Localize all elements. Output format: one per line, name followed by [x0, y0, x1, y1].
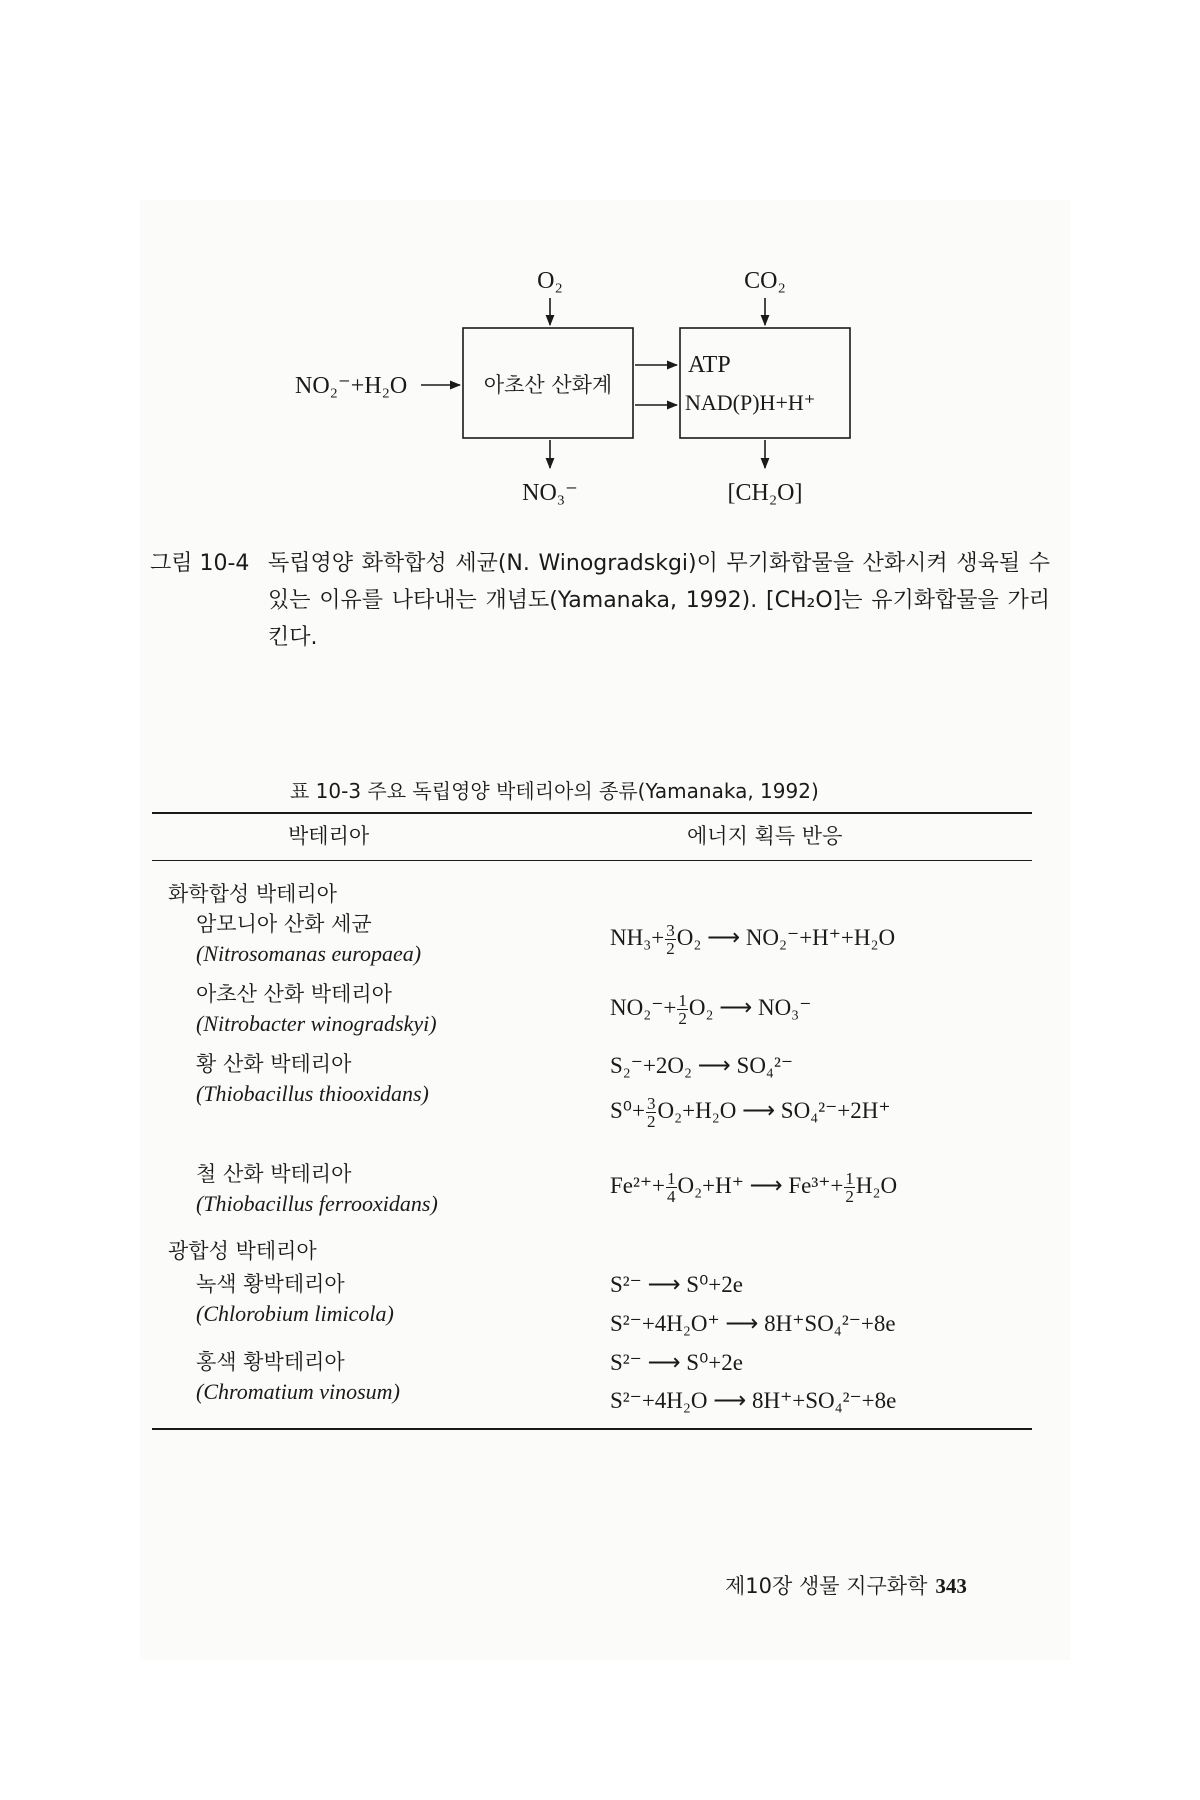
reaction-equation: S⁰+ $\frac{3}{2}$ O₂+H₂O ⟶ SO₄²⁻+2H⁺ [610, 1094, 891, 1131]
fraction: $\frac{3}{2}$ [666, 921, 675, 958]
organism-name: 황 산화 박테리아 [196, 1052, 352, 1076]
output1-label: NO₃⁻ [522, 480, 578, 506]
reaction-equation: S₂⁻+2O₂ ⟶ SO₄²⁻ [610, 1053, 793, 1078]
reaction-equation: S²⁻ ⟶ S⁰+2e [610, 1272, 743, 1297]
box2-line2: NAD(P)H+H⁺ [685, 390, 816, 415]
table-header-rule [152, 860, 1032, 861]
caption-text: 독립영양 화학합성 세균(N. Winogradskgi)이 무기화합물을 산화시켜 생육될 수 있는 이유를 나타내는 개념도(Yamanaka, 1992). [CH₂O]는 유기화합물을 가리킨다. [268, 551, 1050, 650]
organism-scientific-name: (Nitrosomanas europaea) [196, 941, 422, 966]
table-row [196, 1270, 394, 1328]
header-reaction: 에너지 획득 반응 [687, 824, 843, 848]
table-row [196, 1348, 400, 1406]
organism-scientific-name: (Chlorobium limicola) [196, 1301, 394, 1326]
fraction: $\frac{3}{2}$ [646, 1094, 656, 1131]
box2-line1: ATP [688, 352, 731, 378]
header-bacteria: 박테리아 [288, 824, 370, 848]
box1-label: 아초산 산화계 [483, 373, 613, 397]
organism-name: 아초산 산화 박테리아 [196, 982, 392, 1006]
table-row [196, 1160, 438, 1218]
organism-name: 녹색 황박테리아 [196, 1272, 345, 1296]
organism-name: 암모니아 산화 세균 [196, 912, 372, 936]
organism-scientific-name: (Thiobacillus ferrooxidans) [196, 1191, 438, 1216]
table-bottom-rule [152, 1428, 1032, 1430]
page-footer [725, 1570, 967, 1600]
output2-label: [CH₂O] [727, 480, 803, 506]
page-number: 343 [935, 1574, 967, 1598]
concept-diagram [0, 0, 1200, 560]
table-row [196, 1050, 429, 1108]
table-row [196, 910, 421, 968]
reaction-equation: S²⁻+4H₂O ⟶ 8H⁺+SO₄²⁻+8e [610, 1388, 897, 1413]
organism-name: 철 산화 박테리아 [196, 1162, 352, 1186]
reaction-equation: S²⁻+4H₂O⁺ ⟶ 8H⁺SO₄²⁻+8e [610, 1311, 896, 1336]
group-chemosynthetic: 화학합성 박테리아 [168, 882, 337, 906]
fraction: $\frac{1}{2}$ [845, 1169, 854, 1206]
chapter-title: 제10장 생물 지구화학 [725, 1574, 928, 1598]
caption-number: 그림 10-4 [150, 551, 250, 576]
table-row [196, 980, 437, 1038]
organism-scientific-name: (Thiobacillus thiooxidans) [196, 1081, 429, 1106]
fraction: $\frac{1}{4}$ [667, 1169, 676, 1206]
reaction-equation: S²⁻ ⟶ S⁰+2e [610, 1350, 743, 1375]
organism-scientific-name: (Nitrobacter winogradskyi) [196, 1011, 437, 1036]
reaction-equation: NH₃+ $\frac{3}{2}$ O₂ ⟶ NO₂⁻+H⁺+H₂O [610, 921, 896, 958]
organism-scientific-name: (Chromatium vinosum) [196, 1379, 400, 1404]
reaction-equation: NO₂⁻+ $\frac{1}{2}$ O₂ ⟶ NO₃⁻ [610, 991, 812, 1028]
input-label: NO₂⁻+H₂O [295, 373, 408, 399]
group-photosynthetic: 광합성 박테리아 [168, 1239, 317, 1263]
fraction: $\frac{1}{2}$ [678, 991, 687, 1028]
co2-label: CO₂ [744, 268, 786, 294]
table-top-rule [152, 812, 1032, 814]
organism-name: 홍색 황박테리아 [196, 1350, 345, 1374]
figure-caption [150, 545, 1050, 656]
reaction-equation: Fe²⁺+ $\frac{1}{4}$ O₂+H⁺ ⟶ Fe³⁺+ $\frac{1}{2}$ H₂O [610, 1169, 898, 1206]
table-title: 표 10-3 주요 독립영양 박테리아의 종류(Yamanaka, 1992) [290, 779, 819, 803]
o2-label: O₂ [537, 268, 563, 294]
atp-nadph-box [680, 328, 850, 438]
